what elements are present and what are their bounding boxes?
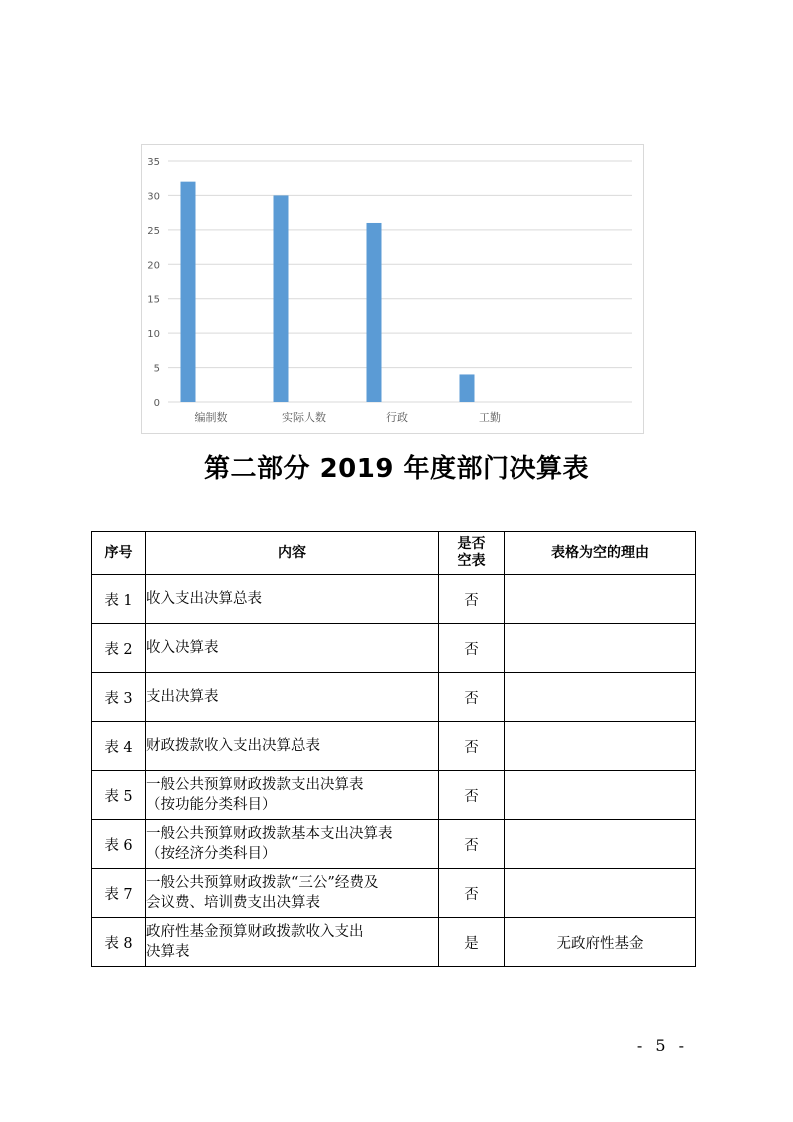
header-is-empty-line2: 空表 [457, 553, 486, 569]
page-title: 第二部分 2019 年度部门决算表 [204, 454, 589, 484]
table-row [92, 722, 696, 771]
x-category-label: 行政 [386, 411, 408, 424]
row-content-line1: 一般公共预算财政拨款“三公”经费及 [146, 875, 379, 891]
row-is-empty: 否 [439, 722, 505, 771]
header-is-empty-line1: 是否 [457, 536, 486, 552]
row-seq: 表 1 [92, 575, 146, 624]
table-row [92, 820, 696, 869]
table-row [92, 575, 696, 624]
row-content [146, 722, 439, 771]
row-reason [505, 673, 696, 722]
row-content [146, 575, 439, 624]
bar-3 [367, 223, 382, 402]
bar-2 [274, 195, 289, 402]
row-content-line2: （按经济分类科目） [146, 846, 277, 862]
row-content-line1: 一般公共预算财政拨款支出决算表 [146, 777, 364, 793]
row-seq: 表 2 [92, 624, 146, 673]
row-content-line1: 政府性基金预算财政拨款收入支出 [146, 924, 364, 940]
table-row [92, 869, 696, 918]
row-content [146, 673, 439, 722]
row-is-empty: 否 [439, 624, 505, 673]
row-content-line1: 财政拨款收入支出决算总表 [146, 738, 320, 754]
row-seq: 表 7 [92, 869, 146, 918]
table-row [92, 918, 696, 967]
y-tick-label: 15 [147, 294, 160, 306]
header-reason: 表格为空的理由 [505, 532, 696, 575]
row-is-empty: 否 [439, 771, 505, 820]
table-header-row [92, 532, 696, 575]
row-content [146, 624, 439, 673]
table-row [92, 673, 696, 722]
row-reason [505, 771, 696, 820]
row-reason [505, 820, 696, 869]
row-seq: 表 4 [92, 722, 146, 771]
row-content-line1: 一般公共预算财政拨款基本支出决算表 [146, 826, 393, 842]
page-number: - 5 - [636, 1036, 688, 1055]
row-content [146, 771, 439, 820]
row-reason: 无政府性基金 [505, 918, 696, 967]
header-is-empty [439, 532, 505, 575]
row-reason [505, 722, 696, 771]
y-tick-label: 10 [147, 329, 160, 341]
row-is-empty: 否 [439, 869, 505, 918]
bar-1 [181, 182, 196, 402]
chart-canvas [142, 145, 645, 435]
row-content [146, 869, 439, 918]
staffing-bar-chart [141, 144, 644, 434]
y-tick-label: 20 [147, 260, 160, 272]
row-seq: 表 8 [92, 918, 146, 967]
row-is-empty: 否 [439, 820, 505, 869]
row-reason [505, 575, 696, 624]
row-content-line2: 会议费、培训费支出决算表 [146, 895, 320, 911]
row-content-line1: 支出决算表 [146, 689, 219, 705]
header-content: 内容 [146, 532, 439, 575]
y-tick-label: 25 [147, 225, 160, 237]
row-is-empty: 否 [439, 575, 505, 624]
table-row [92, 771, 696, 820]
y-tick-label: 30 [147, 191, 160, 203]
row-reason [505, 624, 696, 673]
row-reason [505, 869, 696, 918]
bar-4 [460, 374, 475, 402]
row-seq: 表 5 [92, 771, 146, 820]
row-is-empty: 是 [439, 918, 505, 967]
report-table [91, 531, 696, 967]
y-tick-label: 35 [147, 157, 160, 168]
x-category-label: 工勤 [479, 411, 501, 424]
row-seq: 表 6 [92, 820, 146, 869]
y-tick-label: 5 [153, 363, 160, 375]
row-content [146, 918, 439, 967]
y-tick-label: 0 [153, 398, 160, 409]
x-category-label: 实际人数 [282, 411, 326, 424]
x-category-label: 编制数 [194, 411, 228, 424]
header-seq: 序号 [92, 532, 146, 575]
row-content-line2: 决算表 [146, 944, 190, 960]
row-content-line1: 收入决算表 [146, 640, 219, 656]
row-content [146, 820, 439, 869]
row-seq: 表 3 [92, 673, 146, 722]
table-row [92, 624, 696, 673]
row-content-line1: 收入支出决算总表 [146, 591, 262, 607]
row-is-empty: 否 [439, 673, 505, 722]
row-content-line2: （按功能分类科目） [146, 797, 277, 813]
